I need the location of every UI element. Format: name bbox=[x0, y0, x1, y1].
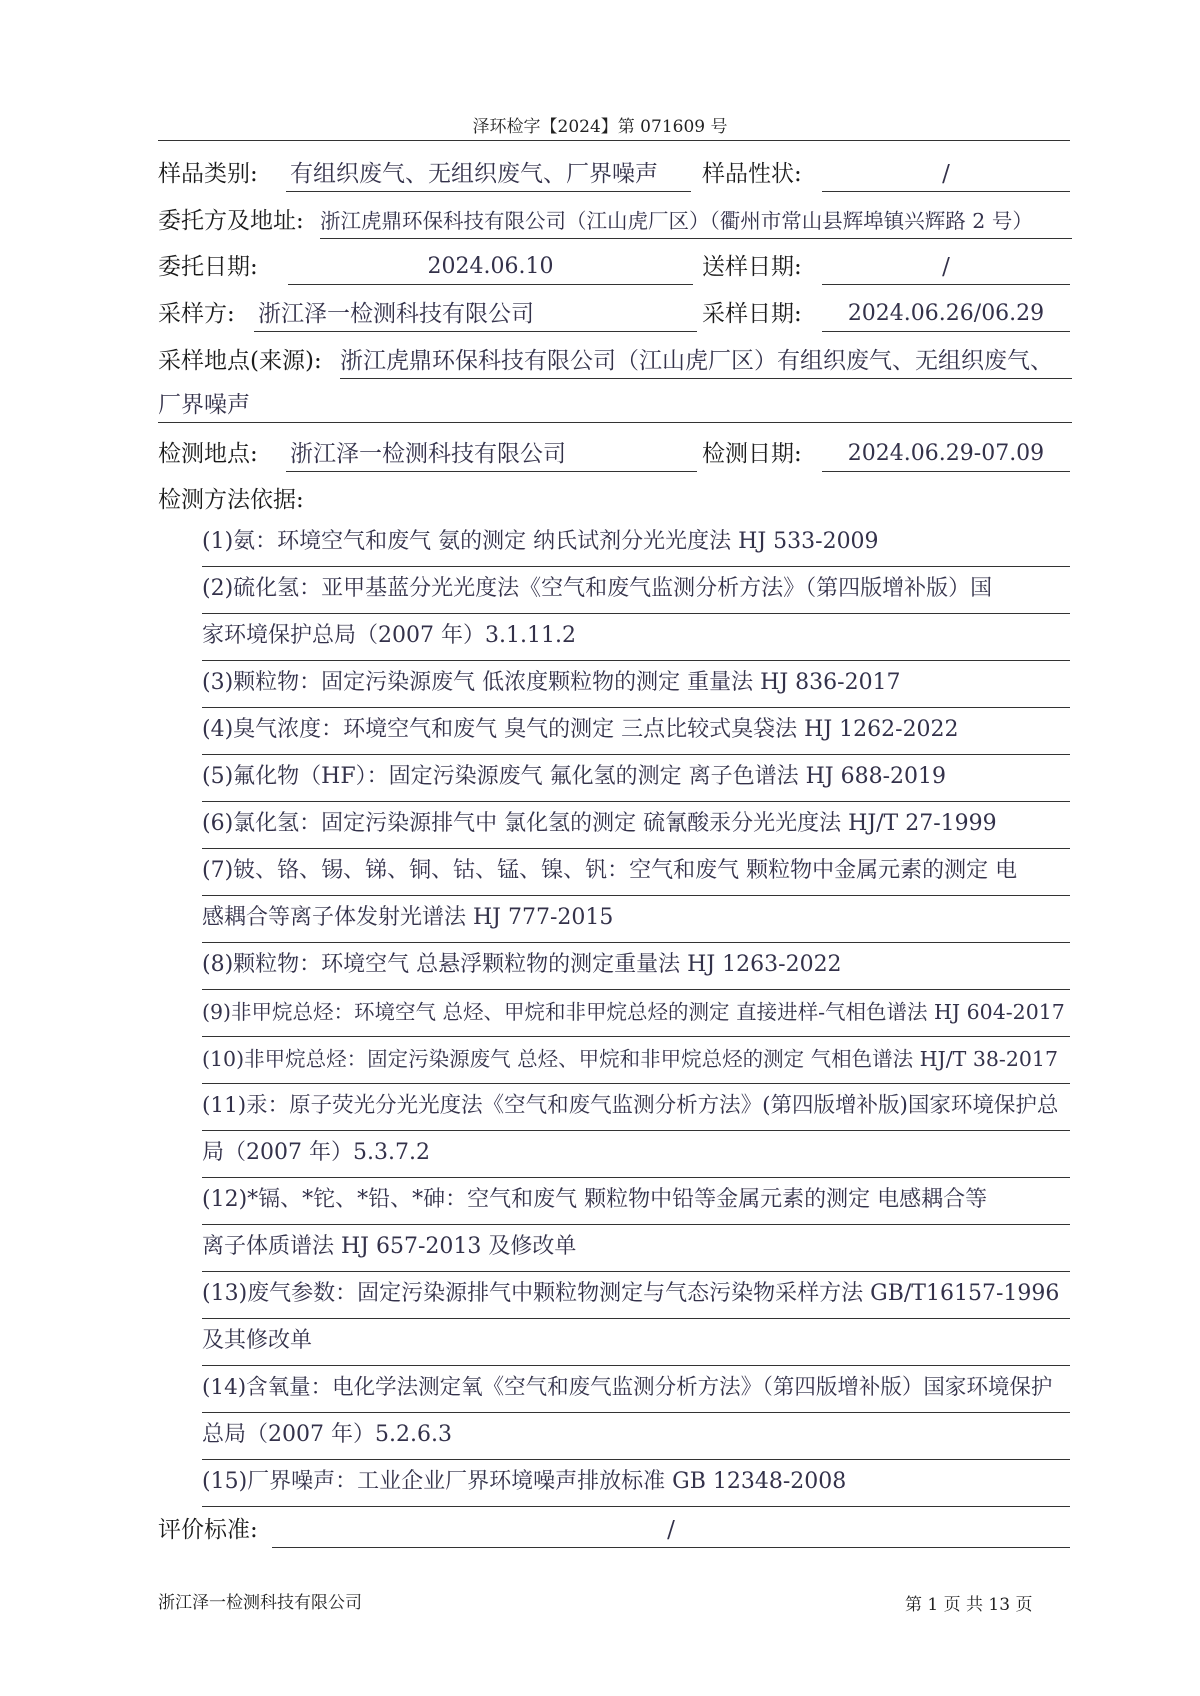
sample-category-value: 有组织废气、无组织废气、厂界噪声 bbox=[286, 156, 691, 192]
method-item: (5)氟化物（HF）：固定污染源废气 氟化氢的测定 离子色谱法 HJ 688-2019 bbox=[202, 755, 1070, 802]
method-item: (9)非甲烷总烃：环境空气 总烃、甲烷和非甲烷总烃的测定 直接进样-气相色谱法 HJ 604-2017 bbox=[202, 990, 1070, 1037]
method-item: (6)氯化氢：固定污染源排气中 氯化氢的测定 硫氰酸汞分光光度法 HJ/T 27-1999 bbox=[202, 802, 1070, 849]
evaluation-value: / bbox=[272, 1512, 1070, 1548]
sample-category-label: 样品类别: bbox=[158, 161, 258, 187]
footer-company: 浙江泽一检测科技有限公司 bbox=[158, 1593, 362, 1613]
method-item: (13)废气参数：固定污染源排气中颗粒物测定与气态污染物采样方法 GB/T16157-1996 bbox=[202, 1272, 1070, 1319]
sample-state-label: 样品性状: bbox=[702, 161, 802, 187]
method-item: (8)颗粒物：环境空气 总悬浮颗粒物的测定重量法 HJ 1263-2022 bbox=[202, 943, 1070, 990]
method-item-continuation: 及其修改单 bbox=[202, 1319, 1070, 1366]
sampling-site-value-line1: 浙江虎鼎环保科技有限公司（江山虎厂区）有组织废气、无组织废气、 bbox=[340, 343, 1072, 379]
method-item: (1)氨：环境空气和废气 氨的测定 纳氏试剂分光光度法 HJ 533-2009 bbox=[202, 520, 1070, 567]
footer-page-number: 第 1 页 共 13 页 bbox=[905, 1595, 1033, 1615]
method-item-continuation: 感耦合等离子体发射光谱法 HJ 777-2015 bbox=[202, 896, 1070, 943]
report-number: 泽环检字【2024】第 071609 号 bbox=[472, 117, 728, 137]
method-item-continuation: 总局（2007 年）5.2.6.3 bbox=[202, 1413, 1070, 1460]
method-item: (10)非甲烷总烃：固定污染源废气 总烃、甲烷和非甲烷总烃的测定 气相色谱法 HJ/T 38-2017 bbox=[202, 1037, 1070, 1084]
method-item: (7)铍、铬、锡、锑、铜、钴、锰、镍、钒：空气和废气 颗粒物中金属元素的测定 电 bbox=[202, 849, 1070, 896]
method-item: (11)汞：原子荧光分光光度法《空气和废气监测分析方法》(第四版增补版)国家环境保护总 bbox=[202, 1084, 1070, 1131]
delivery-date-value: / bbox=[822, 249, 1070, 285]
client-value: 浙江虎鼎环保科技有限公司（江山虎厂区）（衢州市常山县辉埠镇兴辉路 2 号） bbox=[320, 203, 1072, 239]
method-item-continuation: 局（2007 年）5.3.7.2 bbox=[202, 1131, 1070, 1178]
method-item: (15)厂界噪声：工业企业厂界环境噪声排放标准 GB 12348-2008 bbox=[202, 1460, 1070, 1507]
test-site-value: 浙江泽一检测科技有限公司 bbox=[286, 436, 697, 472]
method-item: (14)含氧量：电化学法测定氧《空气和废气监测分析方法》（第四版增补版）国家环境保护 bbox=[202, 1366, 1070, 1413]
test-date-label: 检测日期: bbox=[702, 441, 802, 467]
method-list bbox=[202, 520, 1070, 1507]
test-date-value: 2024.06.29-07.09 bbox=[822, 436, 1070, 472]
sample-state-value: / bbox=[822, 156, 1070, 192]
sampling-date-value: 2024.06.26/06.29 bbox=[822, 296, 1070, 332]
sampling-site-value-line2: 厂界噪声 bbox=[158, 387, 1072, 423]
method-item-continuation: 家环境保护总局（2007 年）3.1.11.2 bbox=[202, 614, 1070, 661]
test-site-label: 检测地点: bbox=[158, 441, 258, 467]
commission-date-label: 委托日期: bbox=[158, 254, 258, 280]
method-item: (4)臭气浓度：环境空气和废气 臭气的测定 三点比较式臭袋法 HJ 1262-2022 bbox=[202, 708, 1070, 755]
method-item: (12)*镉、*铊、*铅、*砷：空气和废气 颗粒物中铅等金属元素的测定 电感耦合等 bbox=[202, 1178, 1070, 1225]
sampler-label: 采样方: bbox=[158, 301, 235, 327]
evaluation-label: 评价标准: bbox=[158, 1517, 258, 1543]
method-item: (3)颗粒物：固定污染源废气 低浓度颗粒物的测定 重量法 HJ 836-2017 bbox=[202, 661, 1070, 708]
method-basis-label: 检测方法依据: bbox=[158, 487, 304, 513]
commission-date-value: 2024.06.10 bbox=[288, 249, 693, 285]
header-rule bbox=[158, 140, 1070, 141]
method-item: (2)硫化氢：亚甲基蓝分光光度法《空气和废气监测分析方法》（第四版增补版）国 bbox=[202, 567, 1070, 614]
sampling-site-label: 采样地点(来源): bbox=[158, 348, 322, 374]
sampling-date-label: 采样日期: bbox=[702, 301, 802, 327]
delivery-date-label: 送样日期: bbox=[702, 254, 802, 280]
sampler-value: 浙江泽一检测科技有限公司 bbox=[254, 296, 697, 332]
method-item-continuation: 离子体质谱法 HJ 657-2013 及修改单 bbox=[202, 1225, 1070, 1272]
client-label: 委托方及地址: bbox=[158, 208, 304, 234]
